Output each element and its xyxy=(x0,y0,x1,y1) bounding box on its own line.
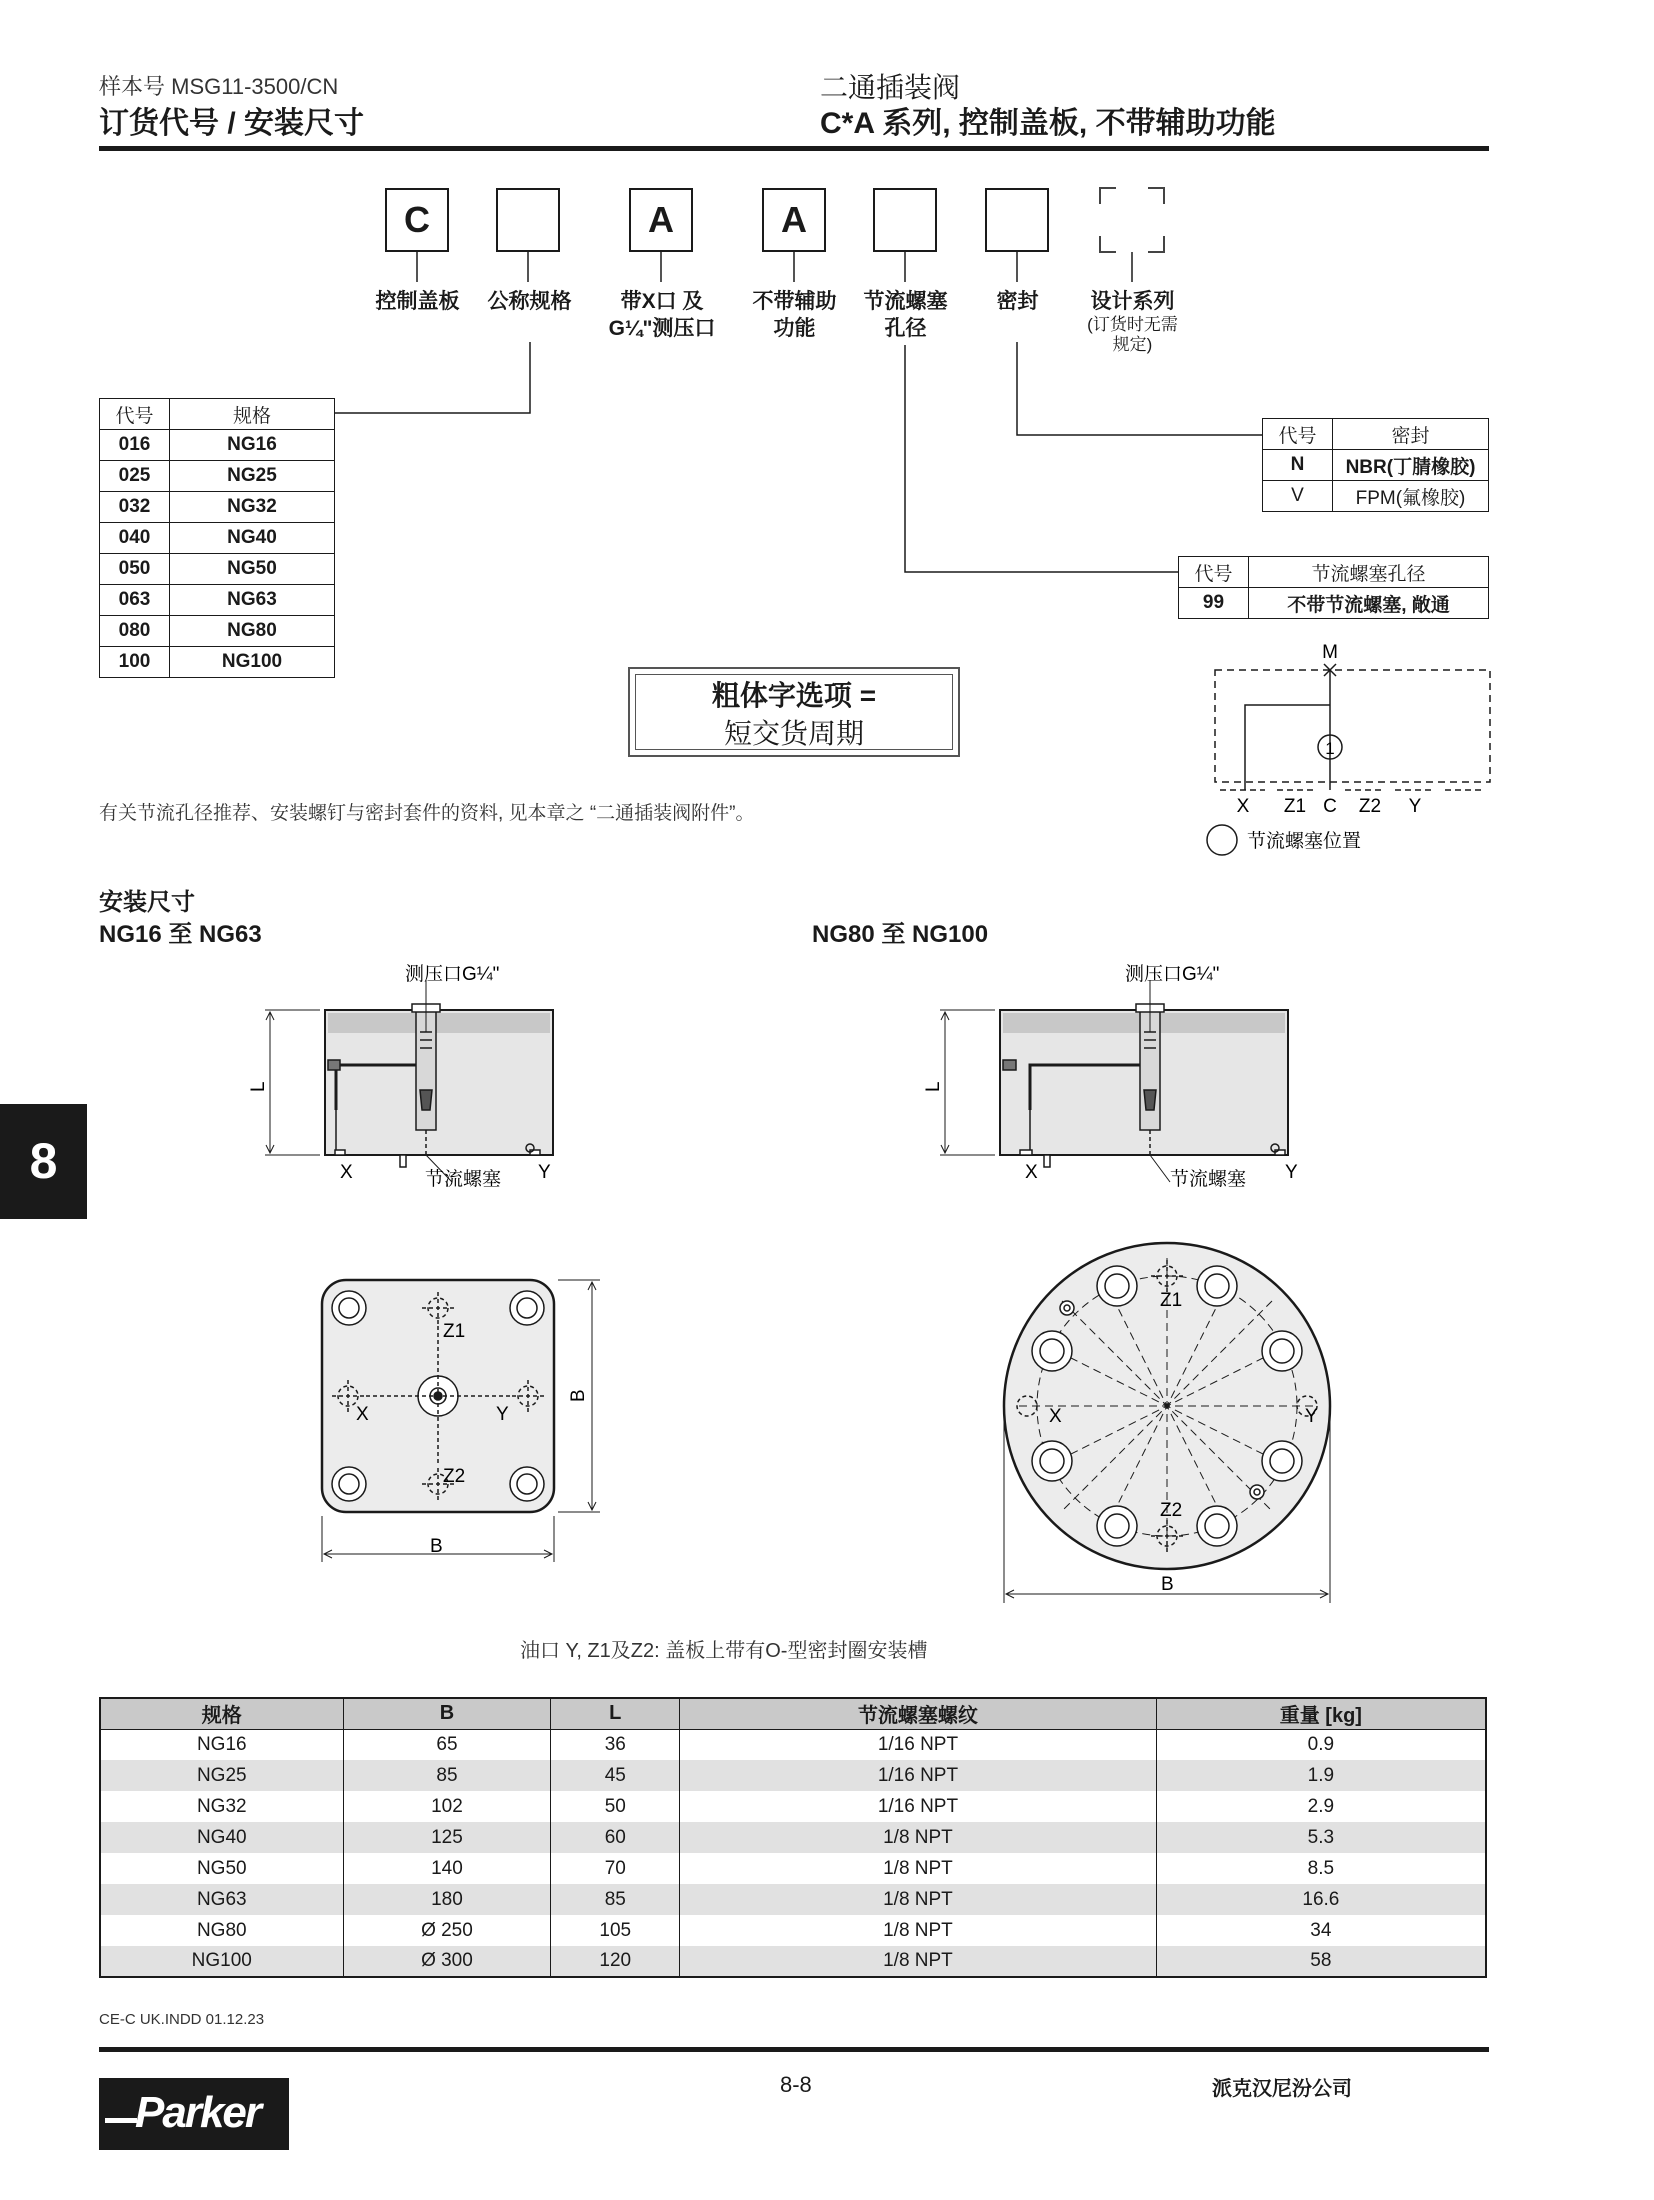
logo-text: Parker xyxy=(135,2088,261,2137)
label-design-series: 设计系列 (订货时无需 规定) xyxy=(1087,290,1178,354)
side-view-ng16-63 xyxy=(240,960,620,1200)
schematic-port-z2: Z2 xyxy=(1358,796,1382,817)
label-no-aux-function: 不带辅助 功能 xyxy=(752,290,837,340)
bold-note-line1: 粗体字选项 = xyxy=(711,680,877,711)
page-title-left: 订货代号 / 安装尺寸 xyxy=(99,107,365,140)
table-row: NG50 140 70 1/8 NPT 8.5 xyxy=(100,1853,1486,1884)
side2-gauge-label: 测压口G¼" xyxy=(1125,964,1220,985)
table-row: NG63 180 85 1/8 NPT 16.6 xyxy=(100,1884,1486,1915)
table-row: 050 NG50 xyxy=(100,554,335,585)
table-row: N NBR(丁腈橡胶) xyxy=(1263,450,1489,481)
table-row: NG80 Ø 250 105 1/8 NPT 34 xyxy=(100,1915,1486,1946)
label-seal: 密封 xyxy=(996,290,1039,313)
company-name: 派克汉尼汾公司 xyxy=(1212,2078,1352,2100)
label-orifice-size: 节流螺塞 孔径 xyxy=(863,290,948,340)
seal-code-table: 代号 密封 N NBR(丁腈橡胶) V FPM(氟橡胶) xyxy=(1262,418,1489,512)
schematic-port-c: C xyxy=(1323,796,1337,817)
side2-x-label: X xyxy=(1025,1162,1038,1183)
top-x-label: X xyxy=(356,1404,369,1425)
size-code-table: 代号 规格 016 NG16 025 NG25 032 NG32 040 NG40 050 NG50 063 NG63 080 NG80 100 NG100 xyxy=(99,398,335,678)
table-row: 032 NG32 xyxy=(100,492,335,523)
col-b: B xyxy=(343,1698,551,1729)
bold-note-line2: 短交货周期 xyxy=(723,718,864,749)
label-control-cover: 控制盖板 xyxy=(375,290,460,313)
bold-option-note xyxy=(628,667,960,757)
side2-y-label: Y xyxy=(1285,1162,1298,1183)
section-title: 安装尺寸 xyxy=(99,889,195,916)
top-y-label: Y xyxy=(496,1404,509,1425)
table-row: NG16 65 36 1/16 NPT 0.9 xyxy=(100,1729,1486,1760)
file-info: CE-C UK.INDD 01.12.23 xyxy=(99,2011,265,2028)
top-z1-label: Z1 xyxy=(443,1321,466,1342)
schematic-port-y: Y xyxy=(1408,796,1422,817)
page-subtitle-right: 二通插装阀 xyxy=(820,72,961,103)
code-box-3: A xyxy=(629,188,693,252)
page-number: 8-8 xyxy=(780,2072,812,2097)
table-row: 040 NG40 xyxy=(100,523,335,554)
top-view-round xyxy=(985,1228,1345,1608)
table-row: NG40 125 60 1/8 NPT 5.3 xyxy=(100,1822,1486,1853)
footer-rule xyxy=(99,2047,1489,2052)
round-z1-label: Z1 xyxy=(1160,1290,1183,1311)
table-row: NG100 Ø 300 120 1/8 NPT 58 xyxy=(100,1946,1486,1977)
section-right-sub: NG80 至 NG100 xyxy=(812,921,989,948)
side-view-ng80-100 xyxy=(920,960,1340,1200)
schematic-m-label: M xyxy=(1322,642,1338,663)
round-y-label: Y xyxy=(1305,1406,1318,1427)
side-gauge-label: 测压口G¼" xyxy=(405,964,500,985)
schematic-legend: 节流螺塞位置 xyxy=(1247,831,1362,852)
side-y-label: Y xyxy=(538,1162,551,1183)
orifice-schematic xyxy=(1205,640,1495,860)
schematic-orifice-number: 1 xyxy=(1325,739,1335,758)
orifice-code-table: 代号 节流螺塞孔径 99 不带节流螺塞, 敞通 xyxy=(1178,556,1489,619)
col-thread: 节流螺塞螺纹 xyxy=(680,1698,1157,1729)
page-title-right: C*A 系列, 控制盖板, 不带辅助功能 xyxy=(820,107,1276,140)
catalog-number: 样本号 MSG11-3500/CN xyxy=(99,74,339,99)
side2-orifice-label: 节流螺塞 xyxy=(1170,1169,1247,1190)
col-weight: 重量 [kg] xyxy=(1156,1698,1486,1729)
chapter-tab: 8 xyxy=(0,1104,87,1219)
side2-l-label: L xyxy=(923,1081,944,1092)
label-nominal-size: 公称规格 xyxy=(487,290,572,313)
top-b-label-v: B xyxy=(568,1389,589,1402)
code-box-4: A xyxy=(762,188,826,252)
round-x-label: X xyxy=(1049,1406,1062,1427)
side-x-label: X xyxy=(340,1162,353,1183)
table-row: NG25 85 45 1/16 NPT 1.9 xyxy=(100,1760,1486,1791)
side-orifice-label: 节流螺塞 xyxy=(425,1169,502,1190)
table-row: 080 NG80 xyxy=(100,616,335,647)
table-row: V FPM(氟橡胶) xyxy=(1263,481,1489,512)
table-row: 025 NG25 xyxy=(100,461,335,492)
top-view-square xyxy=(310,1262,610,1572)
section-left-sub: NG16 至 NG63 xyxy=(99,921,262,948)
dimension-table xyxy=(99,1697,1487,1978)
logo-dash xyxy=(105,2118,137,2123)
label-x-port-gauge: 带X口 及 G¼"测压口 xyxy=(608,290,716,340)
table-row: 063 NG63 xyxy=(100,585,335,616)
round-z2-label: Z2 xyxy=(1160,1500,1183,1521)
schematic-port-x: X xyxy=(1236,796,1250,817)
accessories-note: 有关节流孔径推荐、安装螺钉与密封套件的资料, 见本章之 “二通插装阀附件”。 xyxy=(99,803,755,824)
table-row: 016 NG16 xyxy=(100,430,335,461)
col-l: L xyxy=(551,1698,680,1729)
table-row: 100 NG100 xyxy=(100,647,335,678)
table-row: NG32 102 50 1/16 NPT 2.9 xyxy=(100,1791,1486,1822)
schematic-port-z1: Z1 xyxy=(1283,796,1307,817)
code-box-1: C xyxy=(385,188,449,252)
oring-note: 油口 Y, Z1及Z2: 盖板上带有O-型密封圈安装槽 xyxy=(520,1640,928,1662)
table-row: 99 不带节流螺塞, 敞通 xyxy=(1179,588,1489,619)
parker-logo xyxy=(99,2078,289,2150)
top-b-label-h: B xyxy=(430,1536,443,1557)
col-size: 规格 xyxy=(100,1698,343,1729)
top-z2-label: Z2 xyxy=(443,1466,466,1487)
round-b-label: B xyxy=(1161,1574,1174,1595)
side-l-label: L xyxy=(248,1081,269,1092)
